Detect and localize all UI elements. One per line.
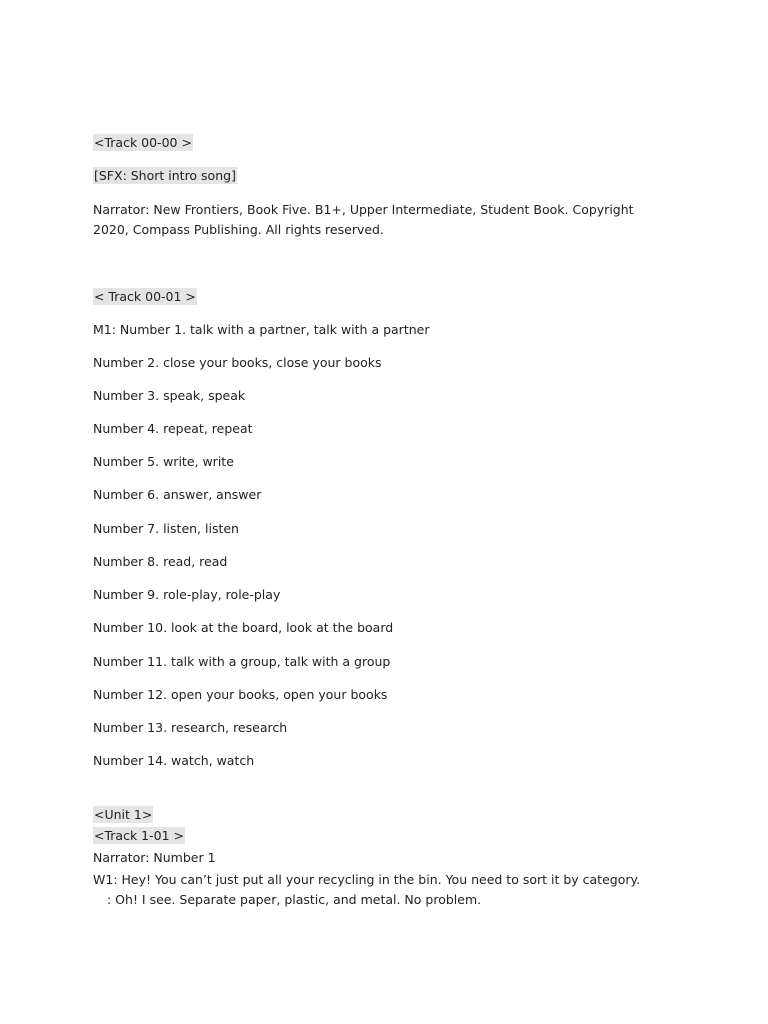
narrator-copyright-line: Narrator: New Frontiers, Book Five. B1+, Upper Intermediate, Student Book. Copyright 2020, Compass Publishing. All rights reserved. — [93, 202, 634, 237]
script-line: Number 3. speak, speak — [93, 388, 246, 403]
script-line: Number 4. repeat, repeat — [93, 421, 253, 436]
reply-line: : Oh! I see. Separate paper, plastic, and metal. No problem. — [107, 892, 482, 907]
script-line: Number 2. close your books, close your books — [93, 355, 382, 370]
script-line: Number 6. answer, answer — [93, 487, 262, 502]
unit-1-heading — [93, 806, 153, 824]
track-tag: < Track 00-01 > — [94, 289, 196, 304]
track-tag: <Track 1-01 > — [94, 828, 184, 843]
script-line: Number 14. watch, watch — [93, 753, 255, 768]
narrator-line: Narrator: Number 1 — [93, 850, 216, 865]
unit-tag: <Unit 1> — [94, 807, 153, 822]
track-00-01-heading — [93, 288, 197, 306]
script-line: Number 5. write, write — [93, 454, 234, 469]
script-line: Number 12. open your books, open your books — [93, 687, 388, 702]
sfx-tag: [SFX: Short intro song] — [94, 168, 236, 183]
script-line: M1: Number 1. talk with a partner, talk with a partner — [93, 322, 430, 337]
track-1-01-heading — [93, 827, 185, 845]
script-line: Number 11. talk with a group, talk with a group — [93, 654, 391, 669]
script-line: Number 8. read, read — [93, 554, 228, 569]
script-line: Number 7. listen, listen — [93, 521, 239, 536]
track-00-00-heading — [93, 134, 193, 152]
script-line: Number 10. look at the board, look at the board — [93, 620, 394, 635]
script-line: Number 13. research, research — [93, 720, 288, 735]
sfx-cue — [93, 167, 237, 185]
script-line: Number 9. role-play, role-play — [93, 587, 281, 602]
speaker-w1-line: W1: Hey! You can’t just put all your recycling in the bin. You need to sort it by category. — [93, 872, 641, 887]
track-tag: <Track 00-00 > — [94, 135, 192, 150]
